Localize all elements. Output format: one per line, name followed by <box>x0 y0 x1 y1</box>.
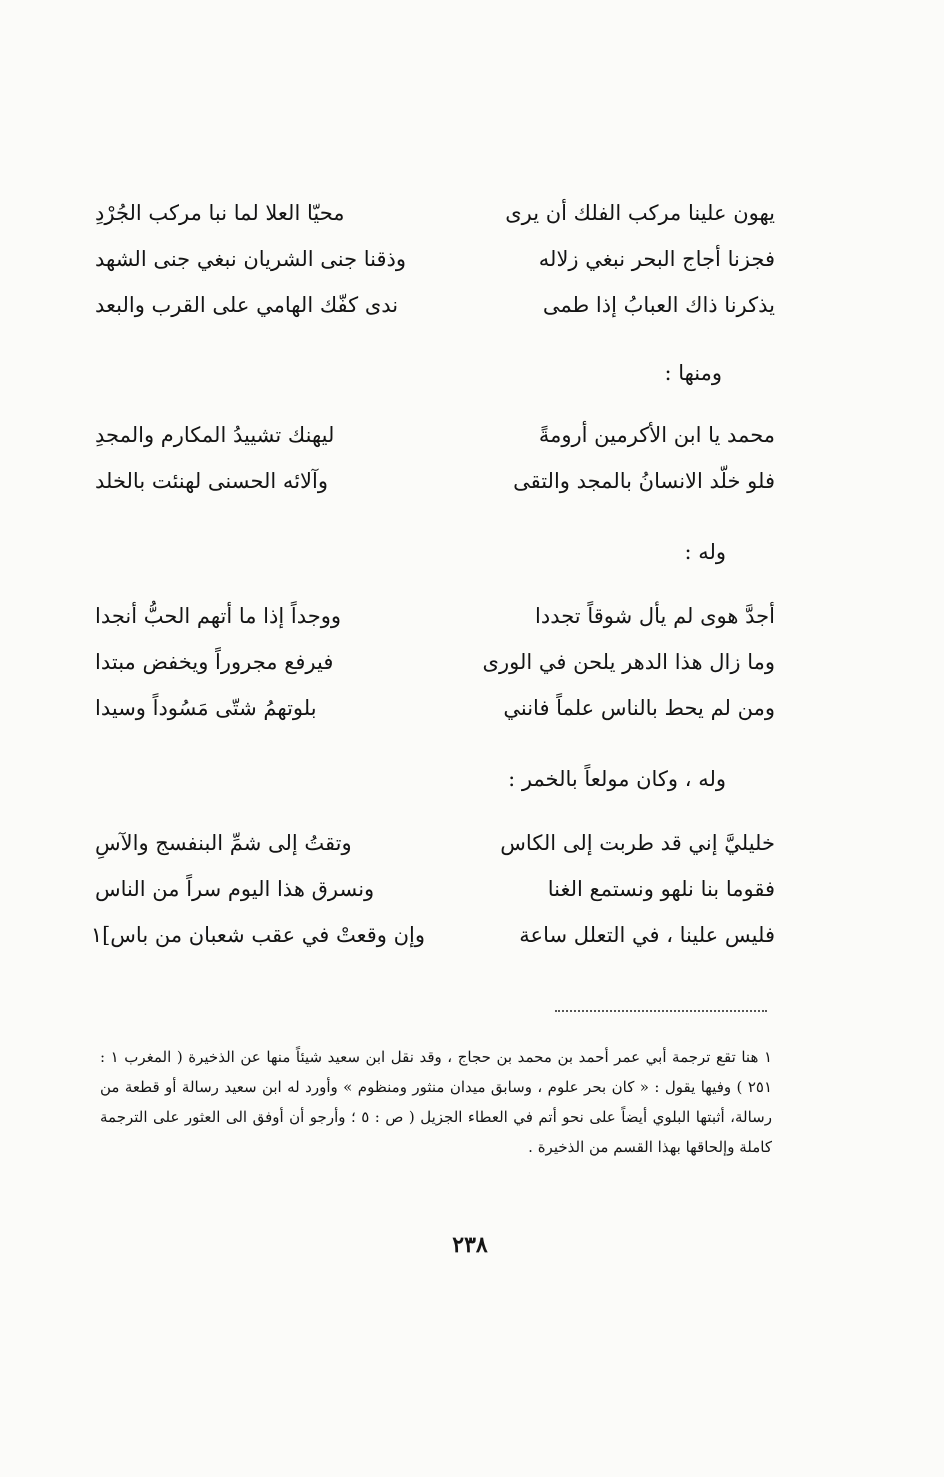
poem-stanza-2 <box>95 412 775 504</box>
verse-line <box>95 282 775 328</box>
verse-first-hemistich: ومن لم يحط بالناس علماً فانني <box>503 696 775 720</box>
poem-stanza-3 <box>95 593 775 731</box>
verse-first-hemistich: فقوما بنا نلهو ونستمع الغنا <box>547 877 775 901</box>
verse-first-hemistich: خليليَّ إني قد طربت إلى الكاس <box>500 831 775 855</box>
page-number: ٢٣٨ <box>452 1232 488 1258</box>
verse-second-hemistich: ونسرق هذا اليوم سراً من الناس <box>95 877 375 901</box>
verse-first-hemistich: فلو خلّد الانسانُ بالمجد والتقى <box>513 469 775 493</box>
verse-second-hemistich: ندى كفّك الهامي على القرب والبعد <box>95 293 399 317</box>
verse-second-hemistich: فيرفع مجروراً ويخفض مبتدا <box>95 650 334 674</box>
verse-line <box>95 236 775 282</box>
verse-first-hemistich: فليس علينا ، في التعلل ساعة <box>519 923 775 947</box>
verse-line <box>95 866 775 912</box>
section-intro: وله : <box>684 540 726 564</box>
section-intro: ومنها : <box>664 361 722 385</box>
verse-second-hemistich: وآلائه الحسنى لهنئت بالخلد <box>95 469 328 493</box>
verse-line <box>95 593 775 639</box>
verse-first-hemistich: أجدَّ هوى لم يأل شوقاً تجددا <box>535 604 775 628</box>
footnote-separator <box>555 1010 767 1012</box>
verse-first-hemistich: يهون علينا مركب الفلك أن يرى <box>505 201 775 225</box>
footnote: ١ هنا تقع ترجمة أبي عمر أحمد بن محمد بن حجاج ، وقد نقل ابن سعيد شيئاً منها عن الذخيرة ( المغرب ١ : ٢٥١ ) وفيها يقول : « كان بحر علوم ، وسابق ميدان منثور ومنظوم » وأورد له ابن سعيد رسالة أو قطعة من رسالة، أثبتها البلوي أيضاً على نحو أتم في العطاء الجزيل ( ص : ٥ ؛ وأرجو أن أوفق الى العثور على الترجمة كاملة وإلحاقها بهذا القسم من الذخيرة . <box>100 1048 772 1156</box>
verse-line <box>95 820 775 866</box>
verse-first-hemistich: فجزنا أجاج البحر نبغي زلاله <box>538 247 775 271</box>
poem-stanza-4 <box>90 820 775 958</box>
verse-line <box>95 639 775 685</box>
verse-second-hemistich: ووجداً إذا ما أتهم الحبُّ أنجدا <box>95 604 342 628</box>
verse-second-hemistich: محيّا العلا لما نبا مركب الجُرْدِ <box>95 201 345 225</box>
section-intro: وله ، وكان مولعاً بالخمر : <box>508 767 726 791</box>
verse-line <box>95 458 775 504</box>
verse-first-hemistich: محمد يا ابن الأكرمين أرومةً <box>538 423 775 447</box>
verse-second-hemistich: وذقنا جنى الشريان نبغي جنى الشهد <box>95 247 406 271</box>
verse-second-hemistich: وإن وقعتْ في عقب شعبان من باس]١ <box>90 923 425 947</box>
verse-line <box>95 412 775 458</box>
verse-second-hemistich: ليهنك تشييدُ المكارم والمجدِ <box>95 423 335 447</box>
verse-first-hemistich: يذكرنا ذاك العبابُ إذا طمى <box>542 293 775 317</box>
verse-second-hemistich: بلوتهمُ شتّى مَسُوداً وسيدا <box>95 696 317 720</box>
verse-first-hemistich: وما زال هذا الدهر يلحن في الورى <box>482 650 775 674</box>
verse-line <box>95 685 775 731</box>
verse-line <box>95 190 775 236</box>
verse-second-hemistich: وتقتُ إلى شمِّ البنفسج والآسِ <box>95 831 352 855</box>
poem-stanza-1 <box>95 190 775 328</box>
verse-line <box>90 912 775 958</box>
